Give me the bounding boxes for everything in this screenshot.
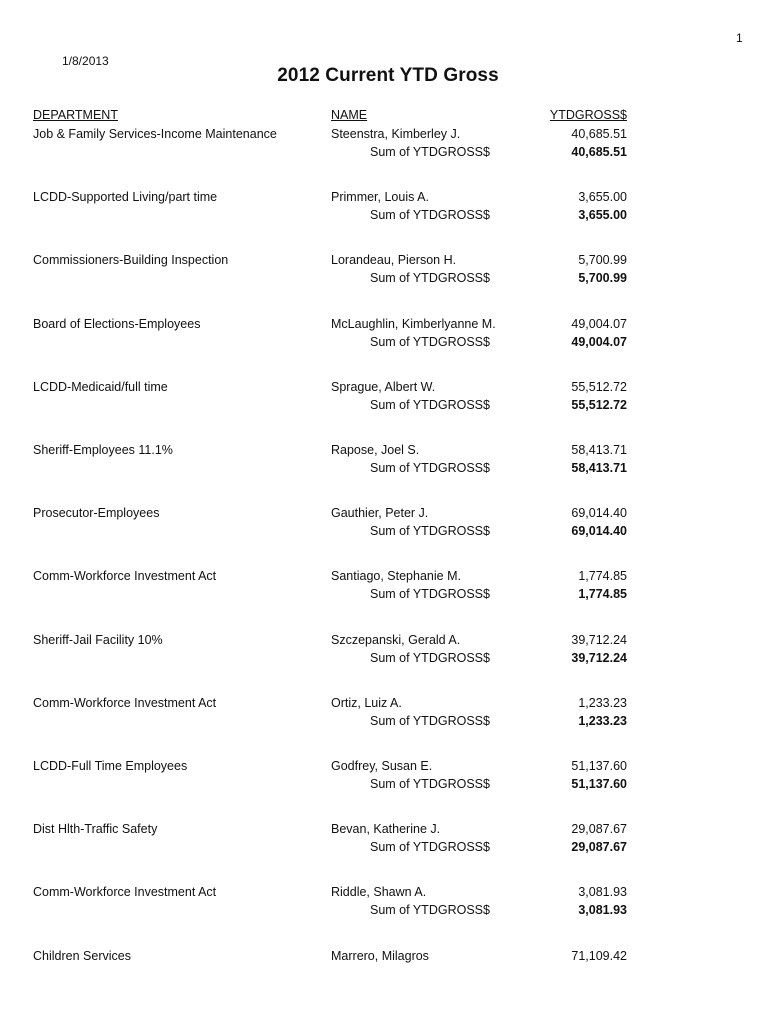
- row-sum-label: Sum of YTDGROSS$: [370, 461, 490, 475]
- table-row: [0, 380, 768, 420]
- row-amount: 71,109.42: [571, 948, 627, 963]
- row-department: Prosecutor-Employees: [33, 506, 160, 521]
- row-sum-amount: 55,512.72: [571, 397, 627, 412]
- row-sum-amount: 5,700.99: [578, 271, 627, 286]
- row-name: Bevan, Katherine J.: [331, 822, 441, 837]
- row-sum-amount: 3,655.00: [578, 208, 627, 223]
- row-sum-label: Sum of YTDGROSS$: [370, 334, 490, 349]
- row-amount: 55,512.72: [571, 379, 627, 394]
- row-amount: 58,413.71: [571, 443, 627, 457]
- row-name: McLaughlin, Kimberlyanne M.: [331, 316, 496, 331]
- row-sum-amount: 58,413.71: [571, 461, 627, 475]
- table-row: [0, 443, 768, 483]
- row-sum-label: Sum of YTDGROSS$: [370, 587, 490, 602]
- page-number: 1: [736, 31, 743, 45]
- table-row: [0, 190, 768, 230]
- header-department: DEPARTMENT: [33, 108, 118, 122]
- row-amount: 29,087.67: [571, 822, 627, 837]
- row-sum-amount: 1,233.23: [578, 713, 627, 728]
- row-name: Marrero, Milagros: [331, 948, 429, 963]
- row-sum-label: Sum of YTDGROSS$: [370, 524, 490, 539]
- row-amount: 49,004.07: [571, 316, 627, 331]
- row-amount: 1,233.23: [578, 695, 627, 710]
- row-department: LCDD-Supported Living/part time: [33, 190, 218, 205]
- table-row: [0, 822, 768, 862]
- row-name: Szczepanski, Gerald A.: [331, 632, 461, 647]
- row-sum-label: Sum of YTDGROSS$: [370, 713, 490, 728]
- row-amount: 69,014.40: [571, 506, 627, 521]
- row-sum-label: Sum of YTDGROSS$: [370, 903, 490, 918]
- row-department: Comm-Workforce Investment Act: [33, 569, 217, 584]
- table-row: [0, 696, 768, 736]
- table-row: [0, 253, 768, 293]
- row-sum-amount: 39,712.24: [571, 650, 627, 665]
- table-row: [0, 569, 768, 609]
- row-amount: 3,081.93: [578, 885, 627, 900]
- table-row: [0, 885, 768, 925]
- row-amount: 51,137.60: [571, 759, 627, 773]
- row-department: Dist Hlth-Traffic Safety: [33, 822, 158, 837]
- row-name: Santiago, Stephanie M.: [331, 569, 461, 584]
- report-title: 2012 Current YTD Gross: [277, 65, 499, 86]
- row-name: Rapose, Joel S.: [331, 443, 420, 457]
- row-department: LCDD-Full Time Employees: [33, 759, 188, 773]
- row-department: Sheriff-Jail Facility 10%: [33, 632, 163, 647]
- row-amount: 3,655.00: [578, 190, 627, 205]
- header-amount: YTDGROSS$: [549, 108, 627, 122]
- row-sum-amount: 69,014.40: [571, 524, 627, 539]
- row-name: Ortiz, Luiz A.: [331, 695, 402, 710]
- row-name: Sprague, Albert W.: [331, 379, 436, 394]
- row-name: Primmer, Louis A.: [331, 190, 429, 205]
- row-sum-label: Sum of YTDGROSS$: [370, 271, 490, 286]
- table-row: [0, 633, 768, 673]
- row-department: Commissioners-Building Inspection: [33, 253, 229, 268]
- row-sum-label: Sum of YTDGROSS$: [370, 777, 490, 791]
- row-sum-amount: 51,137.60: [571, 777, 627, 791]
- row-sum-amount: 1,774.85: [578, 587, 627, 602]
- row-sum-label: Sum of YTDGROSS$: [370, 840, 490, 855]
- row-department: Children Services: [33, 948, 131, 963]
- row-sum-label: Sum of YTDGROSS$: [370, 650, 490, 665]
- row-name: Lorandeau, Pierson H.: [331, 253, 457, 268]
- row-department: Sheriff-Employees 11.1%: [33, 443, 173, 457]
- row-name: Godfrey, Susan E.: [331, 759, 433, 773]
- row-department: Job & Family Services-Income Maintenance: [33, 127, 277, 141]
- table-row: [0, 506, 768, 546]
- row-amount: 40,685.51: [571, 127, 627, 141]
- row-department: Comm-Workforce Investment Act: [33, 885, 217, 900]
- row-name: Gauthier, Peter J.: [331, 506, 429, 521]
- row-sum-amount: 40,685.51: [571, 145, 627, 159]
- row-amount: 5,700.99: [578, 253, 627, 268]
- row-department: Board of Elections-Employees: [33, 316, 201, 331]
- row-amount: 1,774.85: [578, 569, 627, 584]
- table-row: [0, 127, 768, 167]
- row-sum-amount: 49,004.07: [571, 334, 627, 349]
- table-row: [0, 759, 768, 799]
- row-amount: 39,712.24: [571, 632, 627, 647]
- row-sum-label: Sum of YTDGROSS$: [370, 397, 490, 412]
- row-department: Comm-Workforce Investment Act: [33, 695, 217, 710]
- header-name: NAME: [331, 108, 368, 122]
- table-row: [0, 949, 768, 989]
- row-sum-label: Sum of YTDGROSS$: [370, 208, 490, 223]
- table-row: [0, 317, 768, 357]
- row-name: Steenstra, Kimberley J.: [331, 127, 461, 141]
- row-name: Riddle, Shawn A.: [331, 885, 427, 900]
- row-sum-amount: 3,081.93: [578, 903, 627, 918]
- report-date: 1/8/2013: [62, 54, 109, 68]
- row-department: LCDD-Medicaid/full time: [33, 379, 168, 394]
- row-sum-label: Sum of YTDGROSS$: [370, 145, 490, 159]
- row-sum-amount: 29,087.67: [571, 840, 627, 855]
